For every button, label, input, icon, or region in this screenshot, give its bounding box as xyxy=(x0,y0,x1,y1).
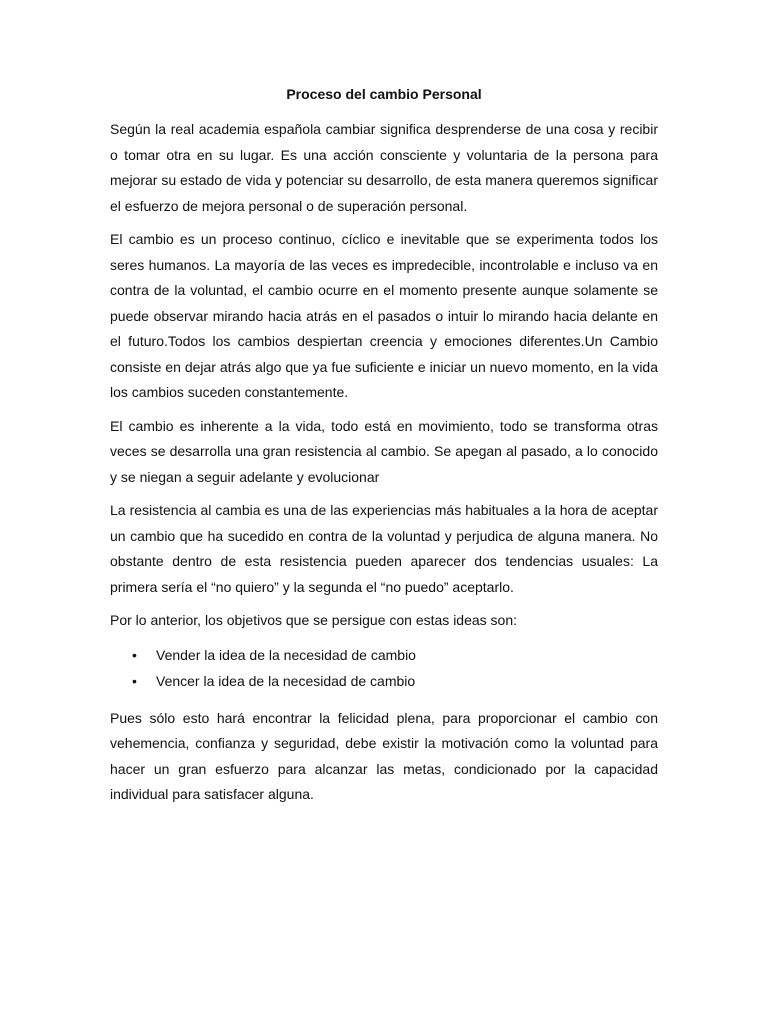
list-item xyxy=(110,668,658,694)
paragraph-resistance: La resistencia al cambia es una de las experiencias más habituales a la hora de aceptar un cambio que ha sucedido en contra de la voluntad y perjudica de alguna manera. No obstante dentro de esta resistencia pueden aparecer dos tendencias usuales: La primera sería el “no quiero” y la segunda el “no puedo” aceptarlo. xyxy=(110,502,658,595)
list-item-text: Vender la idea de la necesidad de cambio xyxy=(156,646,416,663)
document-page xyxy=(110,85,658,816)
list-item xyxy=(110,642,658,668)
paragraph-inherent: El cambio es inherente a la vida, todo está en movimiento, todo se transforma otras veces se desarrolla una gran resistencia al cambio. Se apegan al pasado, a lo conocido y se niegan a seguir adelante y evolucionar xyxy=(110,417,658,485)
bullet-icon: • xyxy=(132,646,137,663)
document-title: Proceso del cambio Personal xyxy=(286,86,482,102)
bullet-icon: • xyxy=(132,672,137,689)
paragraph-closing: Pues sólo esto hará encontrar la felicidad plena, para proporcionar el cambio con vehemencia, confianza y seguridad, debe existir la motivación como la voluntad para hacer un gran esfuerzo para alcanzar las metas, condicionado por la capacidad individual para satisfacer alguna. xyxy=(110,709,658,802)
paragraph-definition: Según la real academia española cambiar significa desprenderse de una cosa y recibir o tomar otra en su lugar. Es una acción consciente y voluntaria de la persona para mejorar su estado de vida y potenciar su desarrollo, de esta manera queremos significar el esfuerzo de mejora personal o de superación personal. xyxy=(110,121,658,214)
paragraph-process: El cambio es un proceso continuo, cíclico e inevitable que se experimenta todos los seres humanos. La mayoría de las veces es impredecible, incontrolable e incluso va en contra de la voluntad, el cambio ocurre en el momento presente aunque solamente se puede observar mirando hacia atrás en el pasados o intuir lo mirando hacia delante en el futuro.Todos los cambios despiertan creencia y emociones diferentes.Un Cambio consiste en dejar atrás algo que ya fue suficiente e iniciar un nuevo momento, en la vida los cambios suceden constantemente. xyxy=(110,231,658,400)
list-item-text: Vencer la idea de la necesidad de cambio xyxy=(156,672,416,689)
paragraph-objectives-intro: Por lo anterior, los objetivos que se persigue con estas ideas son: xyxy=(110,612,518,628)
objectives-list xyxy=(110,642,658,694)
